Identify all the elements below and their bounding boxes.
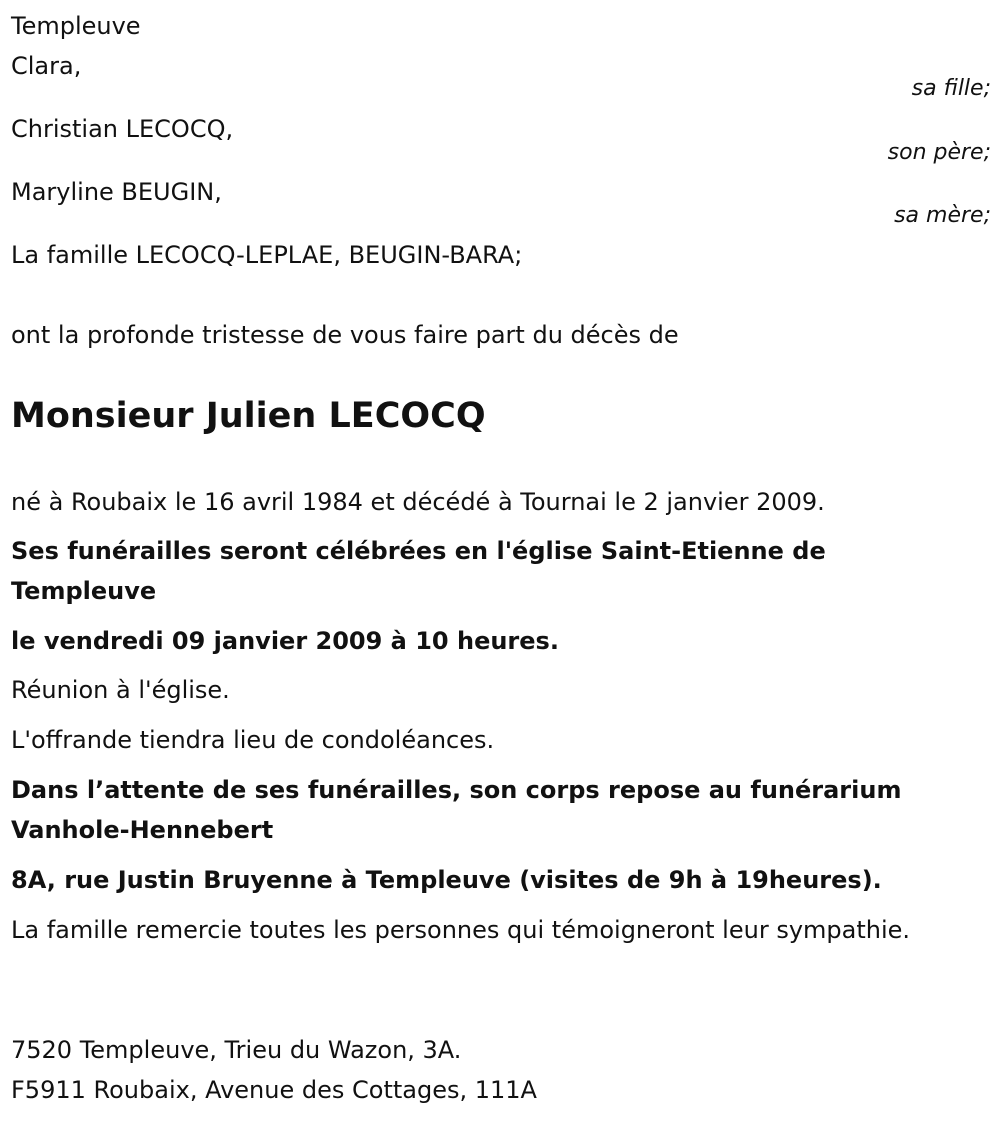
family-member-relation: son père; (887, 140, 991, 165)
birth-death: né à Roubaix le 16 avril 1984 et décédé à Tournai le 2 janvier 2009. (11, 488, 825, 516)
family-member-relation: sa fille; (911, 76, 991, 101)
extended-family: La famille LECOCQ-LEPLAE, BEUGIN-BARA; (11, 241, 523, 269)
address-line: F5911 Roubaix, Avenue des Cottages, 111A (11, 1076, 537, 1104)
meeting-info: Réunion à l'église. (11, 676, 230, 704)
family-member-name: Clara, (11, 52, 82, 80)
announcement: ont la profonde tristesse de vous faire part du décès de (11, 321, 679, 349)
location: Templeuve (11, 12, 141, 40)
family-member-name: Maryline BEUGIN, (11, 178, 222, 206)
funerarium-address: 8A, rue Justin Bruyenne à Templeuve (visites de 9h à 19heures). (11, 866, 882, 894)
family-member-relation: sa mère; (894, 203, 991, 228)
offering-info: L'offrande tiendra lieu de condoléances. (11, 726, 495, 754)
deceased-name: Monsieur Julien LECOCQ (11, 396, 486, 436)
thanks-message: La famille remercie toutes les personnes qui témoigneront leur sympathie. (11, 916, 911, 944)
funerarium-info: Dans l’attente de ses funérailles, son corps repose au funérarium Vanhole-Hennebert (11, 776, 902, 844)
family-member-name: Christian LECOCQ, (11, 115, 234, 143)
funeral-location: Ses funérailles seront célébrées en l'église Saint-Etienne de Templeuve (11, 537, 826, 605)
funeral-date: le vendredi 09 janvier 2009 à 10 heures. (11, 627, 559, 655)
address-line: 7520 Templeuve, Trieu du Wazon, 3A. (11, 1036, 462, 1064)
